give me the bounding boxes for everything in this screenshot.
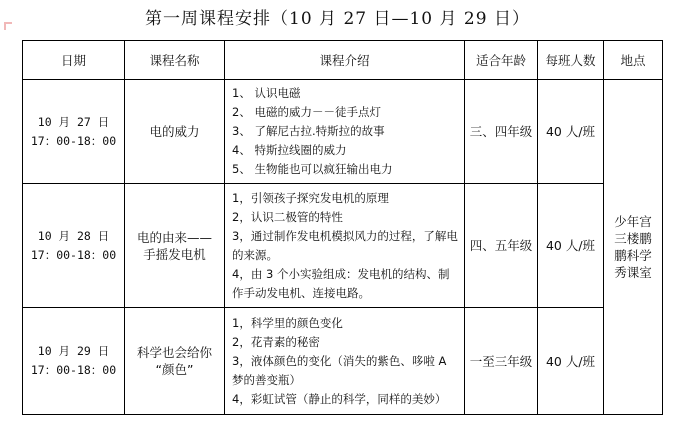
course-intro-cell [225,80,465,184]
header-age: 适合年龄 [465,41,538,80]
course-name-cell: 电的威力 [125,80,225,184]
intro-item: 4，由 3 个小实验组成：发电机的结构、制作手动发电机、连接电路。 [232,266,450,300]
intro-item: 2、 电磁的威力－－徒手点灯 [232,105,381,119]
course-name-cell [125,184,225,308]
location-line: 少年宫 [614,214,652,229]
location-line: 三楼鹏 [614,231,652,246]
intro-item: 3、 了解尼古拉.特斯拉的故事 [232,124,385,138]
header-class-size: 每班人数 [538,41,604,80]
intro-item: 5、 生物能也可以疯狂输出电力 [232,162,393,176]
class-size-cell: 40 人/班 [538,308,604,415]
date: 10 月 29 日 [37,344,110,358]
course-name-line: 电的由来—— [136,229,212,245]
class-size-cell: 40 人/班 [538,80,604,184]
intro-item: 3，液体颜色的变化（消失的紫色、哆啦 A 梦的善变瓶） [232,353,447,387]
header-course-intro: 课程介绍 [225,41,465,80]
date-cell [23,308,125,415]
table-row [23,308,663,415]
table-row [23,80,663,184]
header-course-name: 课程名称 [125,41,225,80]
date: 10 月 27 日 [37,114,110,129]
intro-item: 1，引领孩子探究发电机的原理 [232,190,389,205]
header-location: 地点 [604,41,663,80]
course-name-line: “颜色” [155,362,194,377]
intro-item: 3，通过制作发电机模拟风力的过程，了解电的来源。 [232,228,458,262]
table-row [23,184,663,308]
location-line: 秀课室 [614,265,652,280]
intro-item: 4，彩虹试管（静止的科学，同样的美妙） [232,391,447,406]
time: 17：00-18：00 [30,133,117,148]
location-line: 鹏科学 [614,248,652,263]
intro-item: 2，花青素的秘密 [232,334,320,349]
age-cell: 四、五年级 [465,184,538,308]
course-intro-cell [225,184,465,308]
date-cell [23,80,125,184]
date: 10 月 28 日 [37,228,110,243]
date-cell [23,184,125,308]
course-intro-cell [225,308,465,415]
intro-item: 4、 特斯拉线圈的威力 [232,143,347,157]
header-date: 日期 [23,41,125,80]
class-size-cell: 40 人/班 [538,184,604,308]
course-name-line: 科学也会给你 [136,345,212,360]
age-cell: 一至三年级 [465,308,538,415]
page-title: 第一周课程安排（10 月 27 日—10 月 29 日） [145,9,530,29]
intro-item: 1、 认识电磁 [232,86,301,100]
intro-item: 2，认识二极管的特性 [232,209,343,224]
course-name-cell [125,308,225,415]
time: 17：00-18：00 [30,247,117,262]
time: 17：00-18：00 [30,363,117,377]
location-cell [604,80,663,415]
header-row [23,41,663,80]
schedule-table [22,40,663,415]
age-cell: 三、四年级 [465,80,538,184]
course-name-line: 手摇发电机 [143,246,206,262]
intro-item: 1，科学里的颜色变化 [232,315,343,330]
